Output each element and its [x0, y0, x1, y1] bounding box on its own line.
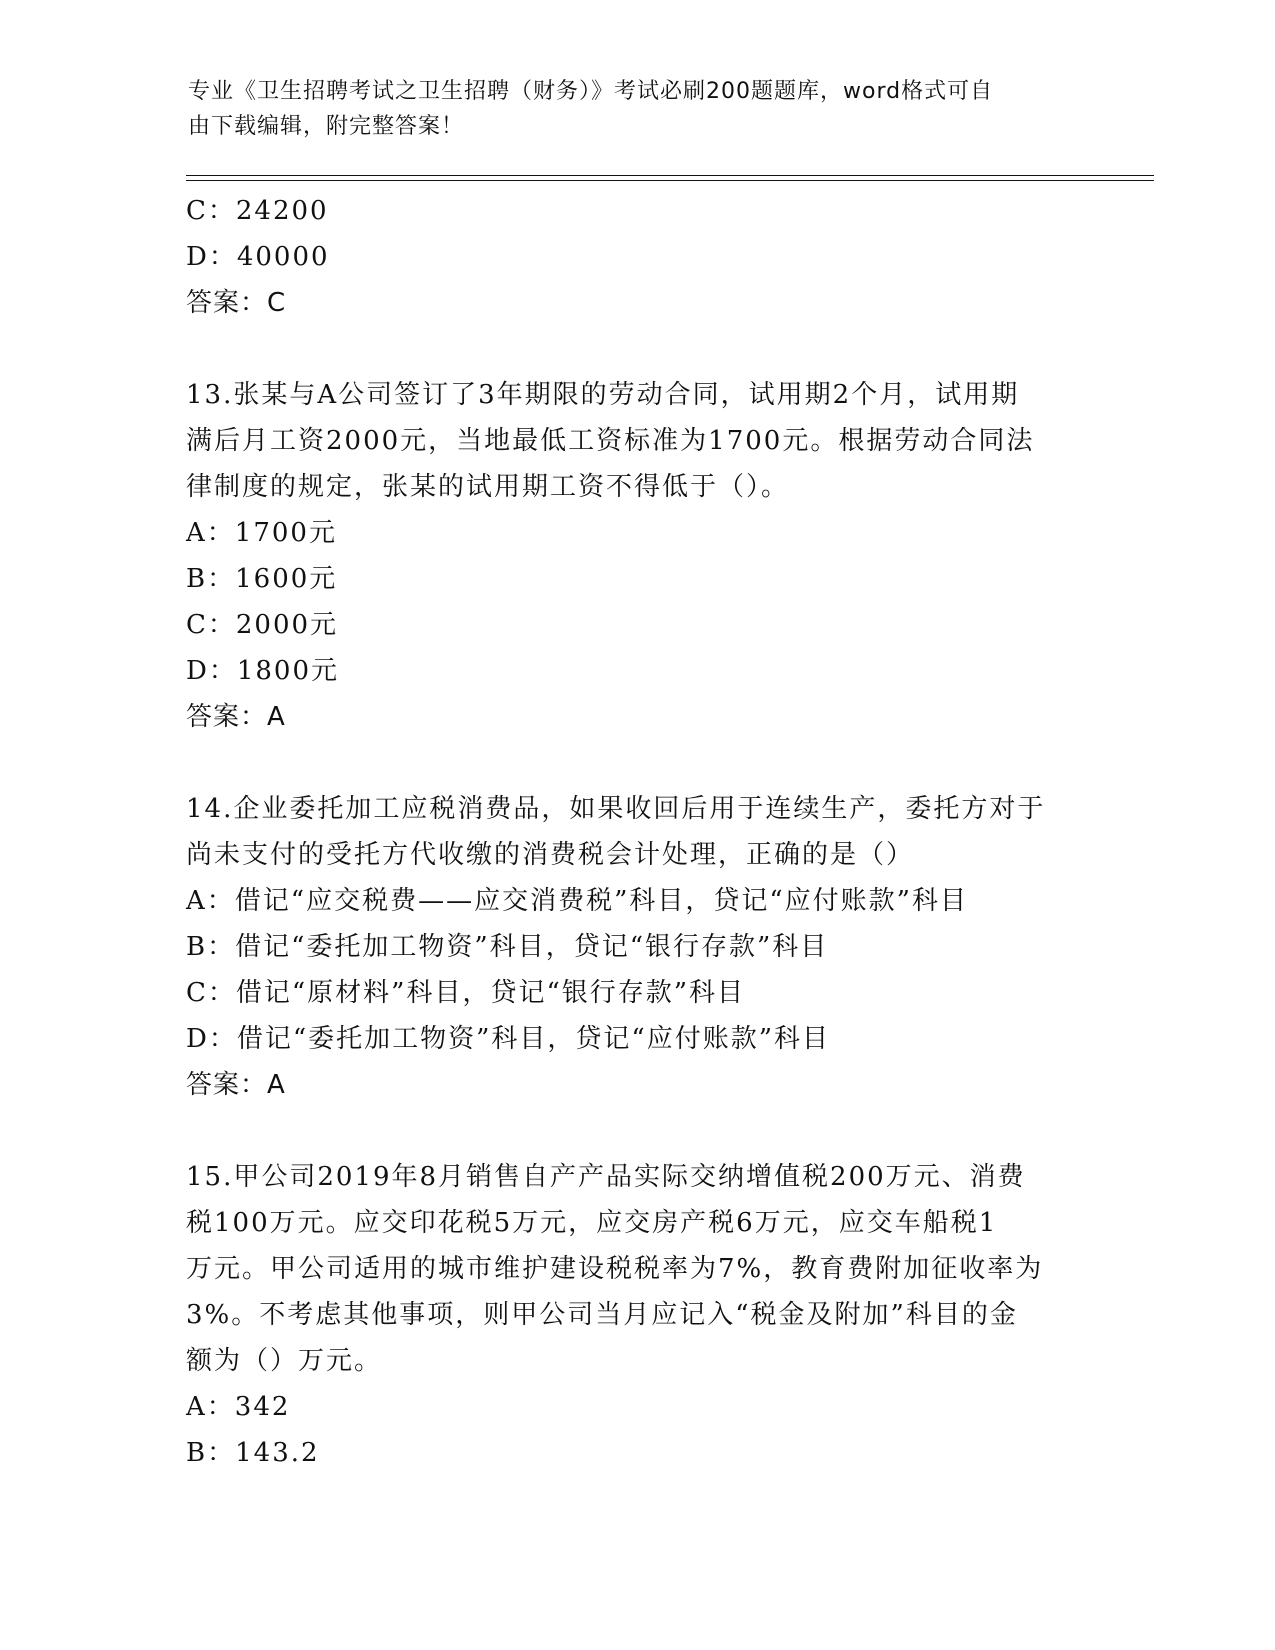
question-text-line: 13.张某与A公司签订了3年期限的劳动合同，试用期2个月，试用期	[186, 380, 1020, 410]
answer-line: 答案：A	[186, 1070, 286, 1100]
spacer	[186, 326, 1086, 372]
question-text-line: 尚未支付的受托方代收缴的消费税会计处理，正确的是（）	[186, 840, 915, 870]
question-text-line: 律制度的规定，张某的试用期工资不得低于（）。	[186, 472, 790, 502]
question-text-line: 满后月工资2000元，当地最低工资标准为1700元。根据劳动合同法	[186, 426, 1035, 456]
question-text-line: 3%。不考虑其他事项，则甲公司当月应记入“税金及附加”科目的金	[186, 1300, 1018, 1330]
option-b: B：借记“委托加工物资”科目，贷记“银行存款”科目	[186, 932, 829, 962]
spacer	[186, 740, 1086, 786]
option-c: C：2000元	[186, 610, 339, 640]
question-text-line: 14.企业委托加工应税消费品，如果收回后用于连续生产，委托方对于	[186, 794, 1046, 824]
question-13	[186, 372, 1086, 740]
spacer	[186, 1108, 1086, 1154]
option-a: A：1700元	[186, 518, 337, 548]
option-d: D：借记“委托加工物资”科目，贷记“应付账款”科目	[186, 1024, 831, 1054]
option-b: B：143.2	[186, 1438, 320, 1468]
question-content	[186, 188, 1086, 1476]
page-header	[188, 74, 1088, 144]
option-d: D：1800元	[186, 656, 340, 686]
question-12-tail	[186, 188, 1086, 326]
question-text-line: 万元。甲公司适用的城市维护建设税税率为7%，教育费附加征收率为	[186, 1254, 1044, 1284]
answer-line: 答案：A	[186, 702, 286, 732]
header-line-2: 由下载编辑，附完整答案！	[188, 114, 465, 139]
question-text-line: 15.甲公司2019年8月销售自产产品实际交纳增值税200万元、消费	[186, 1162, 1026, 1192]
header-divider-top	[186, 175, 1154, 176]
answer-line: 答案：C	[186, 288, 287, 318]
header-divider-bottom	[186, 180, 1154, 181]
option-a: A：342	[186, 1392, 291, 1422]
header-line-1: 专业《卫生招聘考试之卫生招聘（财务）》考试必刷200题题库，word格式可自	[188, 79, 994, 104]
option-b: B：1600元	[186, 564, 338, 594]
question-14	[186, 786, 1086, 1108]
option-c: C：24200	[186, 196, 329, 226]
option-c: C：借记“原材料”科目，贷记“银行存款”科目	[186, 978, 746, 1008]
question-15	[186, 1154, 1086, 1476]
question-text-line: 税100万元。应交印花税5万元，应交房产税6万元，应交车船税1	[186, 1208, 998, 1238]
question-text-line: 额为（）万元。	[186, 1346, 383, 1376]
option-a: A：借记“应交税费——应交消费税”科目，贷记“应付账款”科目	[186, 886, 968, 916]
option-d: D：40000	[186, 242, 330, 272]
